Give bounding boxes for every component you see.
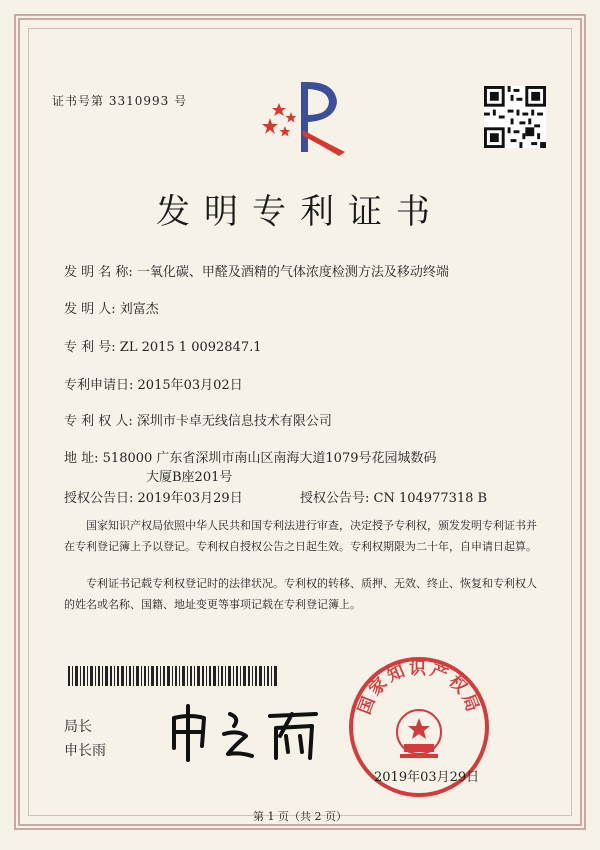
- filing-date-value: 2015年03月02日: [137, 378, 243, 393]
- grant-date-value: 2019年03月29日: [137, 491, 243, 506]
- patentee-row: [64, 410, 332, 429]
- inventor-row: [64, 298, 159, 317]
- inventor-value: 刘富杰: [119, 302, 159, 317]
- grant-number-label: 授权公告号:: [300, 491, 370, 506]
- address-value-line1: 518000 广东省深圳市南山区南海大道1079号花园城数码: [102, 451, 437, 466]
- qr-code-icon: [484, 86, 546, 148]
- director-signature: [160, 696, 330, 766]
- certificate-number-value: 3310993: [108, 94, 170, 108]
- director-title: 局长: [64, 719, 92, 735]
- address-row: [64, 447, 437, 466]
- address-label: 地 址:: [64, 451, 99, 466]
- cnipa-logo-icon: [255, 70, 355, 160]
- grant-date-label: 授权公告日:: [64, 491, 134, 506]
- certificate-title: 发明专利证书: [156, 192, 444, 232]
- address-value-line2: 大厦B座201号: [146, 470, 233, 485]
- patentee-label: 专 利 权 人:: [64, 414, 133, 429]
- grant-date-row: [64, 487, 243, 506]
- patent-number-label: 专 利 号:: [64, 340, 116, 355]
- page-number: 第 1 页（共 2 页）: [253, 810, 347, 823]
- certificate-number-suffix: 号: [174, 94, 188, 108]
- statement-paragraph-1: 国家知识产权局依照中华人民共和国专利法进行审查，决定授予专利权，颁发发明专利证书并在专利登记簿上予以登记。专利权自授权公告之日起生效。专利权期限为二十年，自申请日起算。: [64, 519, 537, 553]
- patent-number-value: ZL 2015 1 0092847.1: [119, 340, 262, 355]
- patent-number-row: [64, 336, 262, 355]
- seal-date: 2019年03月29日: [374, 770, 480, 785]
- filing-date-row: [64, 374, 243, 393]
- filing-date-label: 专利申请日:: [64, 378, 134, 393]
- invention-name-row: [64, 261, 449, 280]
- svg-text:国家知识产权局: 国家知识产权局: [354, 659, 484, 718]
- certificate-number: [52, 92, 187, 109]
- invention-name-value: 一氧化碳、甲醛及酒精的气体浓度检测方法及移动终端: [136, 265, 449, 280]
- barcode-icon: [68, 666, 278, 686]
- certificate-number-label: 证书号第: [52, 94, 105, 108]
- invention-name-label: 发 明 名 称:: [64, 265, 133, 280]
- grant-number-row: [300, 487, 487, 506]
- statement-paragraph-2: 专利证书记载专利权登记时的法律状况。专利权的转移、质押、无效、终止、恢复和专利权人的姓名或名称、国籍、地址变更等事项记载在专利登记簿上。: [64, 577, 537, 611]
- grant-number-value: CN 104977318 B: [373, 491, 488, 506]
- director-name: 申长雨: [64, 743, 106, 759]
- patentee-value: 深圳市卡卓无线信息技术有限公司: [136, 414, 332, 429]
- inventor-label: 发 明 人:: [64, 302, 116, 317]
